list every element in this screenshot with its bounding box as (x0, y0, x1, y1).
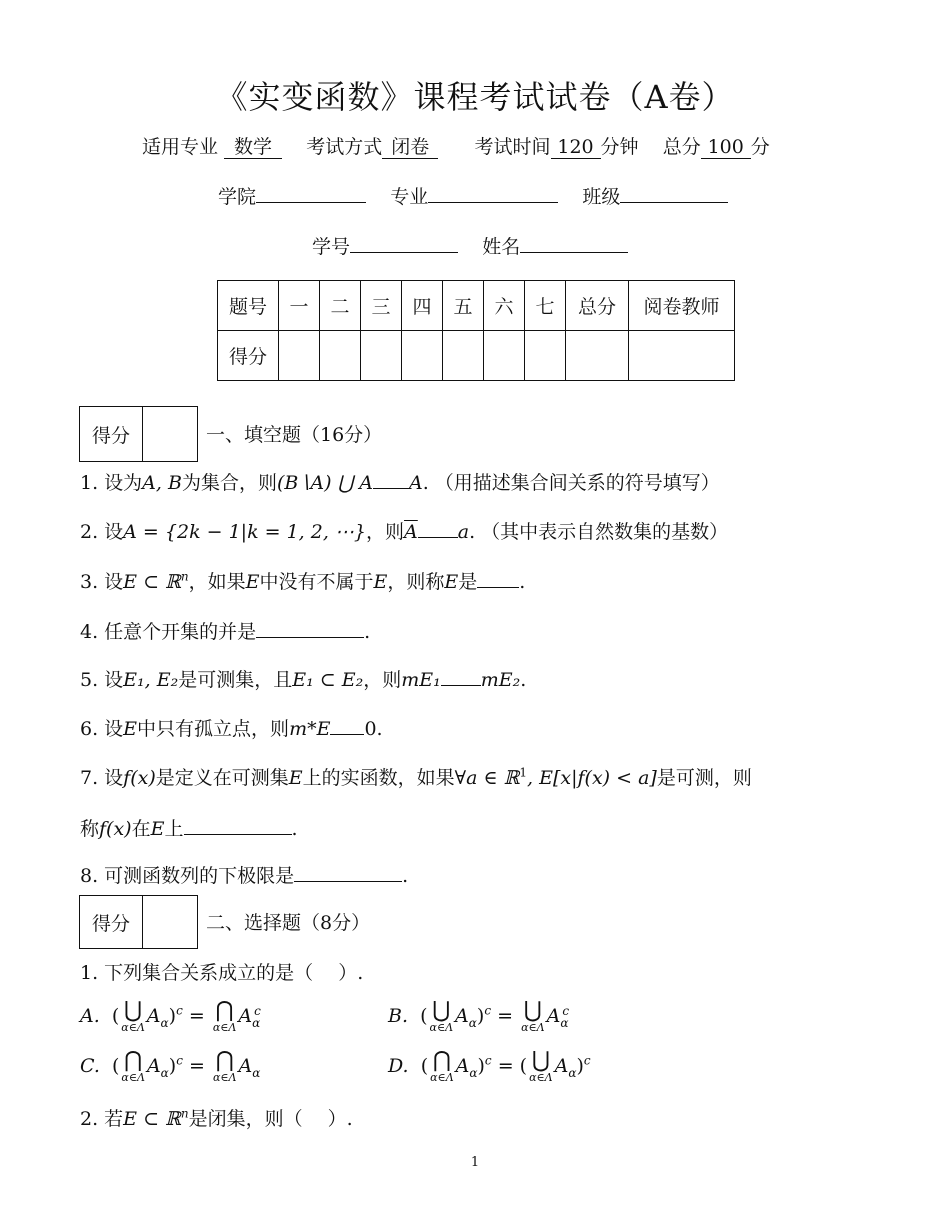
paren: ) (576, 1055, 584, 1077)
q-text: 是可测集，且 (178, 669, 293, 691)
q-math: α (252, 1015, 261, 1030)
header-cell: 题号 (218, 281, 279, 331)
score-cell[interactable] (566, 331, 629, 381)
q-math: E (444, 571, 459, 593)
paren: ( (111, 1005, 120, 1027)
paren: ) (168, 1055, 177, 1077)
college-label: 学院 (218, 186, 257, 208)
q-math: c (562, 1003, 570, 1018)
page-title: 《实变函数》课程考试试卷（A卷） (215, 78, 735, 116)
total-unit: 分 (750, 136, 770, 158)
section1-title: 一、填空题（16分） (206, 424, 383, 446)
q-math: mE₁ (401, 669, 441, 691)
student-id-label: 学号 (312, 236, 351, 258)
q-text: ，则 (366, 521, 405, 543)
q-math: A (146, 1005, 161, 1027)
method-label: 考试方式 (306, 136, 383, 158)
q-text: . (519, 571, 526, 593)
question-1-4 (80, 617, 370, 644)
q-math: f(x) (123, 767, 156, 789)
name-field[interactable] (520, 234, 628, 253)
major-value: 数学 (224, 136, 282, 159)
score-box-field[interactable] (143, 896, 197, 948)
q-text: 上的实函数，如果 (302, 767, 455, 789)
q-text: . (402, 865, 409, 887)
equals: = (188, 1055, 205, 1077)
q-math: α (560, 1015, 569, 1030)
q-math: A (238, 1055, 253, 1077)
equals: = (497, 1005, 514, 1027)
option-d[interactable] (388, 1050, 591, 1084)
paren: ( (519, 1055, 528, 1077)
score-cell[interactable] (484, 331, 525, 381)
header-cell: 五 (443, 281, 484, 331)
header-cell: 七 (525, 281, 566, 331)
answer-blank[interactable] (477, 569, 519, 588)
q-math: E (150, 818, 165, 840)
score-box-label: 得分 (80, 407, 143, 461)
q-math: A (455, 1055, 470, 1077)
paren: ) (477, 1055, 485, 1077)
score-table-score-row (218, 331, 735, 381)
paren: ) (476, 1005, 485, 1027)
score-row-label: 得分 (218, 331, 279, 381)
intersection-icon: ⋂ (124, 1048, 143, 1073)
intersection-icon: ⋂ (432, 1048, 451, 1073)
paren: ( (112, 1055, 120, 1077)
score-cell[interactable] (525, 331, 566, 381)
total-label: 总分 (662, 136, 701, 158)
q-math: E₁, E₂ (123, 669, 179, 691)
q-text: 2. 若 (80, 1108, 124, 1130)
time-unit: 分钟 (600, 136, 639, 158)
specialty-label: 专业 (390, 186, 429, 208)
score-table-header-row (218, 281, 735, 331)
header-cell: 六 (484, 281, 525, 331)
score-box-field[interactable] (143, 407, 197, 461)
intersection-icon (121, 1050, 145, 1084)
q-text: 8. 可测函数列的下极限是 (80, 865, 295, 887)
q-text: 1. 设为 (80, 472, 143, 494)
union-icon: ⋃ (531, 1048, 550, 1073)
q-math: A (546, 1005, 561, 1027)
section1-score-box (79, 406, 198, 462)
q-text: 上 (164, 818, 184, 840)
sub-index: α∈Λ (121, 1071, 145, 1084)
q-math: c (484, 1003, 492, 1018)
class-field[interactable] (620, 184, 728, 203)
union-icon: ⋃ (124, 998, 143, 1023)
question-1-1 (80, 468, 720, 495)
q-math: α (469, 1065, 478, 1080)
intersection-icon: ⋂ (215, 998, 234, 1023)
question-1-5 (80, 665, 526, 692)
equals: = (188, 1005, 205, 1027)
q-math: A (554, 1055, 569, 1077)
option-c[interactable] (80, 1050, 260, 1084)
answer-blank[interactable] (256, 619, 364, 638)
question-1-7-continued (80, 814, 298, 841)
q-math: f(x) (99, 818, 132, 840)
q-math: A, B (142, 472, 182, 494)
q-text: . (291, 818, 298, 840)
q-math: , E[x|f(x) < a] (527, 767, 657, 789)
q-math: (B∖A) ⋃ A (276, 472, 373, 494)
score-table (217, 280, 735, 381)
page-number: 1 (470, 1155, 480, 1170)
option-label: C. (80, 1055, 100, 1077)
q-text: 是可测，则 (656, 767, 752, 789)
q-math: c (484, 1053, 492, 1068)
q-math: m*E (289, 718, 331, 740)
header-cell: 一 (279, 281, 320, 331)
question-1-3 (80, 567, 525, 594)
q-math: α (468, 1015, 477, 1030)
method-value: 闭卷 (382, 136, 438, 159)
answer-blank[interactable] (373, 470, 409, 489)
q-text: 在 (131, 818, 151, 840)
score-box-label: 得分 (80, 896, 143, 948)
q-text: 为集合，则 (181, 472, 277, 494)
sub-index: α∈Λ (521, 1021, 545, 1034)
union-icon (430, 1000, 454, 1034)
answer-blank[interactable] (441, 667, 481, 686)
header-cell: 总分 (566, 281, 629, 331)
q-text: 3. 设 (80, 571, 124, 593)
q-math: A = {2k − 1|k = 1, 2, ⋯} (123, 521, 367, 543)
question-2-2 (80, 1104, 353, 1131)
header-cell: 二 (320, 281, 361, 331)
union-icon (521, 1000, 545, 1034)
q-text: 是定义在可测集 (155, 767, 289, 789)
q-text: 中没有不属于 (259, 571, 374, 593)
time-label: 考试时间 (474, 136, 551, 158)
q-text: 中只有孤立点，则 (137, 718, 290, 740)
q-math: 1 (519, 765, 528, 780)
answer-blank[interactable] (294, 863, 402, 882)
exam-info-line (142, 132, 770, 159)
q-math: c (583, 1053, 591, 1068)
score-cell[interactable] (629, 331, 735, 381)
q-text: ，如果 (188, 571, 246, 593)
header-cell: 四 (402, 281, 443, 331)
union-icon: ⋃ (523, 998, 542, 1023)
option-label: A. (80, 1005, 100, 1027)
q-text: 6. 设 (80, 718, 124, 740)
specialty-field[interactable] (428, 184, 558, 203)
intersection-icon: ⋂ (215, 1048, 234, 1073)
q-text: 5. 设 (80, 669, 124, 691)
q-text: . (520, 669, 527, 691)
major-label: 适用专业 (142, 136, 219, 158)
score-cell[interactable] (361, 331, 402, 381)
q-math: c (176, 1003, 183, 1018)
score-cell[interactable] (279, 331, 320, 381)
q-math: α (160, 1015, 169, 1030)
q-math: A (408, 472, 423, 494)
q-text: 0 (364, 718, 377, 740)
paren: ( (420, 1055, 429, 1077)
q-math: α (568, 1065, 577, 1080)
q-math: A (455, 1005, 469, 1027)
q-math: E (245, 571, 260, 593)
union-icon (529, 1050, 553, 1084)
q-text: 7. 设 (80, 767, 124, 789)
q-math: n (180, 569, 189, 584)
student-id-field[interactable] (350, 234, 458, 253)
sub-index: α∈Λ (529, 1071, 553, 1084)
option-a[interactable] (80, 1000, 261, 1034)
q-math: E (373, 571, 388, 593)
question-1-8 (80, 861, 408, 888)
q-math: A (238, 1005, 253, 1027)
college-field[interactable] (256, 184, 366, 203)
name-label: 姓名 (482, 236, 521, 258)
q-math: α (252, 1065, 261, 1080)
q-math: E ⊂ ℝ (123, 571, 181, 593)
total-value: 100 (701, 136, 751, 159)
q-math: α (160, 1065, 169, 1080)
answer-blank[interactable] (418, 519, 458, 538)
sub-index: α∈Λ (212, 1021, 237, 1034)
score-cell[interactable] (402, 331, 443, 381)
sub-index: α∈Λ (212, 1071, 237, 1084)
option-b[interactable] (388, 1000, 569, 1034)
q-math: ∀a ∈ ℝ (454, 767, 520, 789)
question-2-1: 1. 下列集合关系成立的是（ ）. (80, 962, 364, 984)
equals: = (497, 1055, 514, 1077)
union-icon (121, 1000, 145, 1034)
sub-index: α∈Λ (121, 1021, 145, 1034)
student-info-line-2 (312, 232, 628, 259)
paren: ) (168, 1005, 177, 1027)
header-cell: 阅卷教师 (629, 281, 735, 331)
section2-title: 二、选择题（8分） (206, 912, 371, 934)
time-value: 120 (551, 136, 601, 159)
q-text: 2. 设 (80, 521, 124, 543)
q-text: 称 (80, 818, 100, 840)
q-text: . (364, 621, 371, 643)
q-text: ，则 (363, 669, 402, 691)
q-text: ，则称 (387, 571, 445, 593)
question-1-2 (80, 517, 728, 544)
sub-index: α∈Λ (429, 1021, 454, 1034)
section2-score-box (79, 895, 198, 949)
q-math: A (146, 1055, 161, 1077)
q-text: 4. 任意个开集的并是 (80, 621, 257, 643)
paren: ( (420, 1005, 428, 1027)
answer-blank[interactable] (330, 716, 364, 735)
q-math: E ⊂ ℝ (123, 1108, 181, 1130)
q-math: E (123, 718, 138, 740)
score-cell[interactable] (320, 331, 361, 381)
q-text: 是 (458, 571, 478, 593)
q-math: E (288, 767, 303, 789)
q-math: mE₂ (480, 669, 521, 691)
q-math: E₁ ⊂ E₂ (292, 669, 364, 691)
q-math: c (176, 1053, 183, 1068)
score-cell[interactable] (443, 331, 484, 381)
q-text: 是闭集，则（ ）. (188, 1108, 353, 1130)
class-label: 班级 (582, 186, 621, 208)
option-label: D. (388, 1055, 409, 1077)
q-math: $\overline{A}$ (404, 521, 418, 543)
header-cell: 三 (361, 281, 402, 331)
student-info-line-1 (218, 182, 728, 209)
q-math: n (180, 1106, 189, 1121)
question-1-6 (80, 714, 383, 741)
q-text: . （用描述集合间关系的符号填写） (422, 472, 720, 494)
intersection-icon (430, 1050, 454, 1084)
intersection-icon (213, 1000, 237, 1034)
answer-blank[interactable] (184, 816, 292, 835)
question-1-7 (80, 763, 752, 790)
intersection-icon (213, 1050, 237, 1084)
q-math: c (254, 1003, 261, 1018)
option-label: B. (388, 1005, 409, 1027)
q-math: a (457, 521, 470, 543)
union-icon: ⋃ (432, 998, 451, 1023)
q-text: . （其中表示自然数集的基数） (469, 521, 729, 543)
sub-index: α∈Λ (430, 1071, 454, 1084)
q-text: . (376, 718, 383, 740)
